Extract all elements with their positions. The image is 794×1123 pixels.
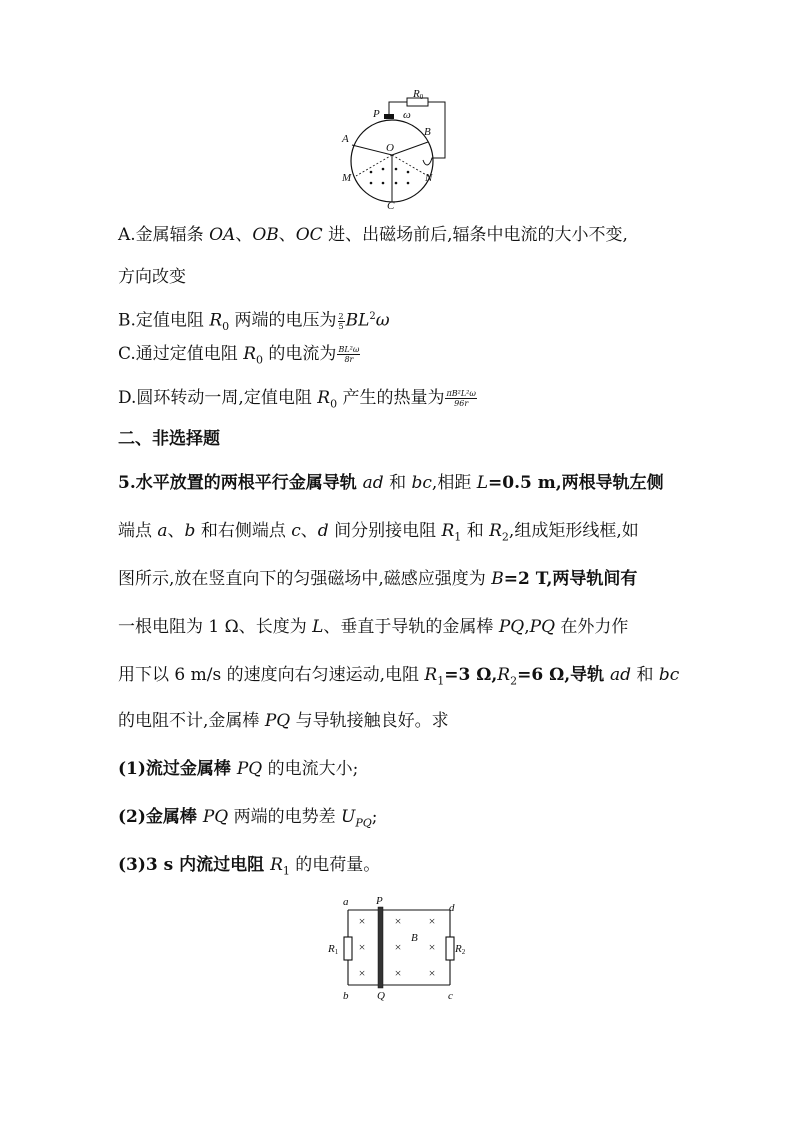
field-cross: × <box>394 940 402 954</box>
field-cross: × <box>428 914 436 928</box>
field-cross: × <box>358 966 366 980</box>
label-q: Q <box>377 990 385 1002</box>
label-n: N <box>425 172 433 184</box>
problem5-line5: 用下以 6 m/s 的速度向右匀速运动,电阻 $R_1=3$ $\Omega,R_2=6$ Ω,导轨 ad 和 bc <box>118 665 680 688</box>
field-cross: × <box>428 940 436 954</box>
option-b-fraction: $\frac{2}{5}$ <box>338 311 344 331</box>
ring-figure <box>335 88 465 210</box>
option-a-line2: 方向改变 <box>118 267 186 287</box>
option-d: D.圆环转动一周,定值电阻 $R_0$ 产生的热量为 $\frac{\text{πB²L²ω}}{96r}$ <box>118 388 476 411</box>
option-c: C.通过定值电阻 $R_0$ 的电流为 $\frac{\text{BL²ω}}{8r}$ <box>118 344 360 367</box>
label-p: P <box>373 108 380 120</box>
question-1: (1)流过金属棒 PQ 的电流大小; <box>118 759 359 779</box>
label-o: O <box>386 142 394 154</box>
label-d: d <box>449 902 455 914</box>
problem5-line6: 的电阻不计,金属棒 PQ 与导轨接触良好。求 <box>118 711 449 731</box>
section-title: 二、非选择题 <box>118 429 220 449</box>
circuit-wire <box>389 102 445 165</box>
label-field-b: B <box>411 932 418 944</box>
field-cross: × <box>358 914 366 928</box>
resistor-r2 <box>446 937 454 960</box>
spoke-ob <box>392 142 428 155</box>
label-r1: R1 <box>328 943 339 956</box>
problem5-line3: 图所示,放在竖直向下的匀强磁场中,磁感应强度为 B=2 T,两导轨间有 <box>118 569 638 589</box>
rod-pq <box>378 907 383 988</box>
field-dots <box>370 168 410 185</box>
field-cross: × <box>428 966 436 980</box>
problem5-line1: 5.水平放置的两根平行金属导轨 ad 和 bc,相距 L=0.5 m,两根导轨左侧 <box>118 473 664 493</box>
field-cross: × <box>394 966 402 980</box>
question-2: (2)金属棒 PQ 两端的电势差 $U_{PQ}$; <box>118 807 378 830</box>
option-c-fraction: $\frac{\text{BL²ω}}{8r}$ <box>338 345 360 364</box>
option-d-fraction: $\frac{\text{πB²L²ω}}{96r}$ <box>446 389 476 408</box>
rail-figure <box>322 893 472 1005</box>
option-a-line1: A.金属辐条 OA、OB、OC 进、出磁场前后,辐条中电流的大小不变, <box>118 225 628 245</box>
label-a: A <box>342 133 349 145</box>
label-r0: R0 <box>413 88 424 101</box>
problem5-line4: 一根电阻为 1 Ω、长度为 L、垂直于导轨的金属棒 PQ,PQ 在外力作 <box>118 617 629 637</box>
label-b: B <box>424 126 431 138</box>
label-c: c <box>448 990 453 1002</box>
label-b: b <box>343 990 349 1002</box>
field-cross: × <box>358 940 366 954</box>
resistor-r1 <box>344 937 352 960</box>
field-cross: × <box>394 914 402 928</box>
option-b: B.定值电阻 $R_0$ 两端的电压为 $\frac{2}{5}$ $BL^2\omega$ <box>118 310 390 334</box>
problem5-line2: 端点 a、b 和右侧端点 c、d 间分别接电阻 $R_1$ 和 $R_2$,组成矩形线框,如 <box>118 521 639 544</box>
brush-p <box>384 114 394 119</box>
label-a: a <box>343 896 349 908</box>
field-boundary-left <box>356 155 392 176</box>
label-omega: ω <box>403 109 411 121</box>
label-r2: R2 <box>455 943 466 956</box>
field-boundary-right <box>392 155 428 176</box>
label-m: M <box>342 172 352 184</box>
question-3: (3)3 s 内流过电阻 $R_1$ 的电荷量。 <box>118 855 381 878</box>
label-c: C <box>387 200 395 210</box>
label-p: P <box>376 895 383 907</box>
